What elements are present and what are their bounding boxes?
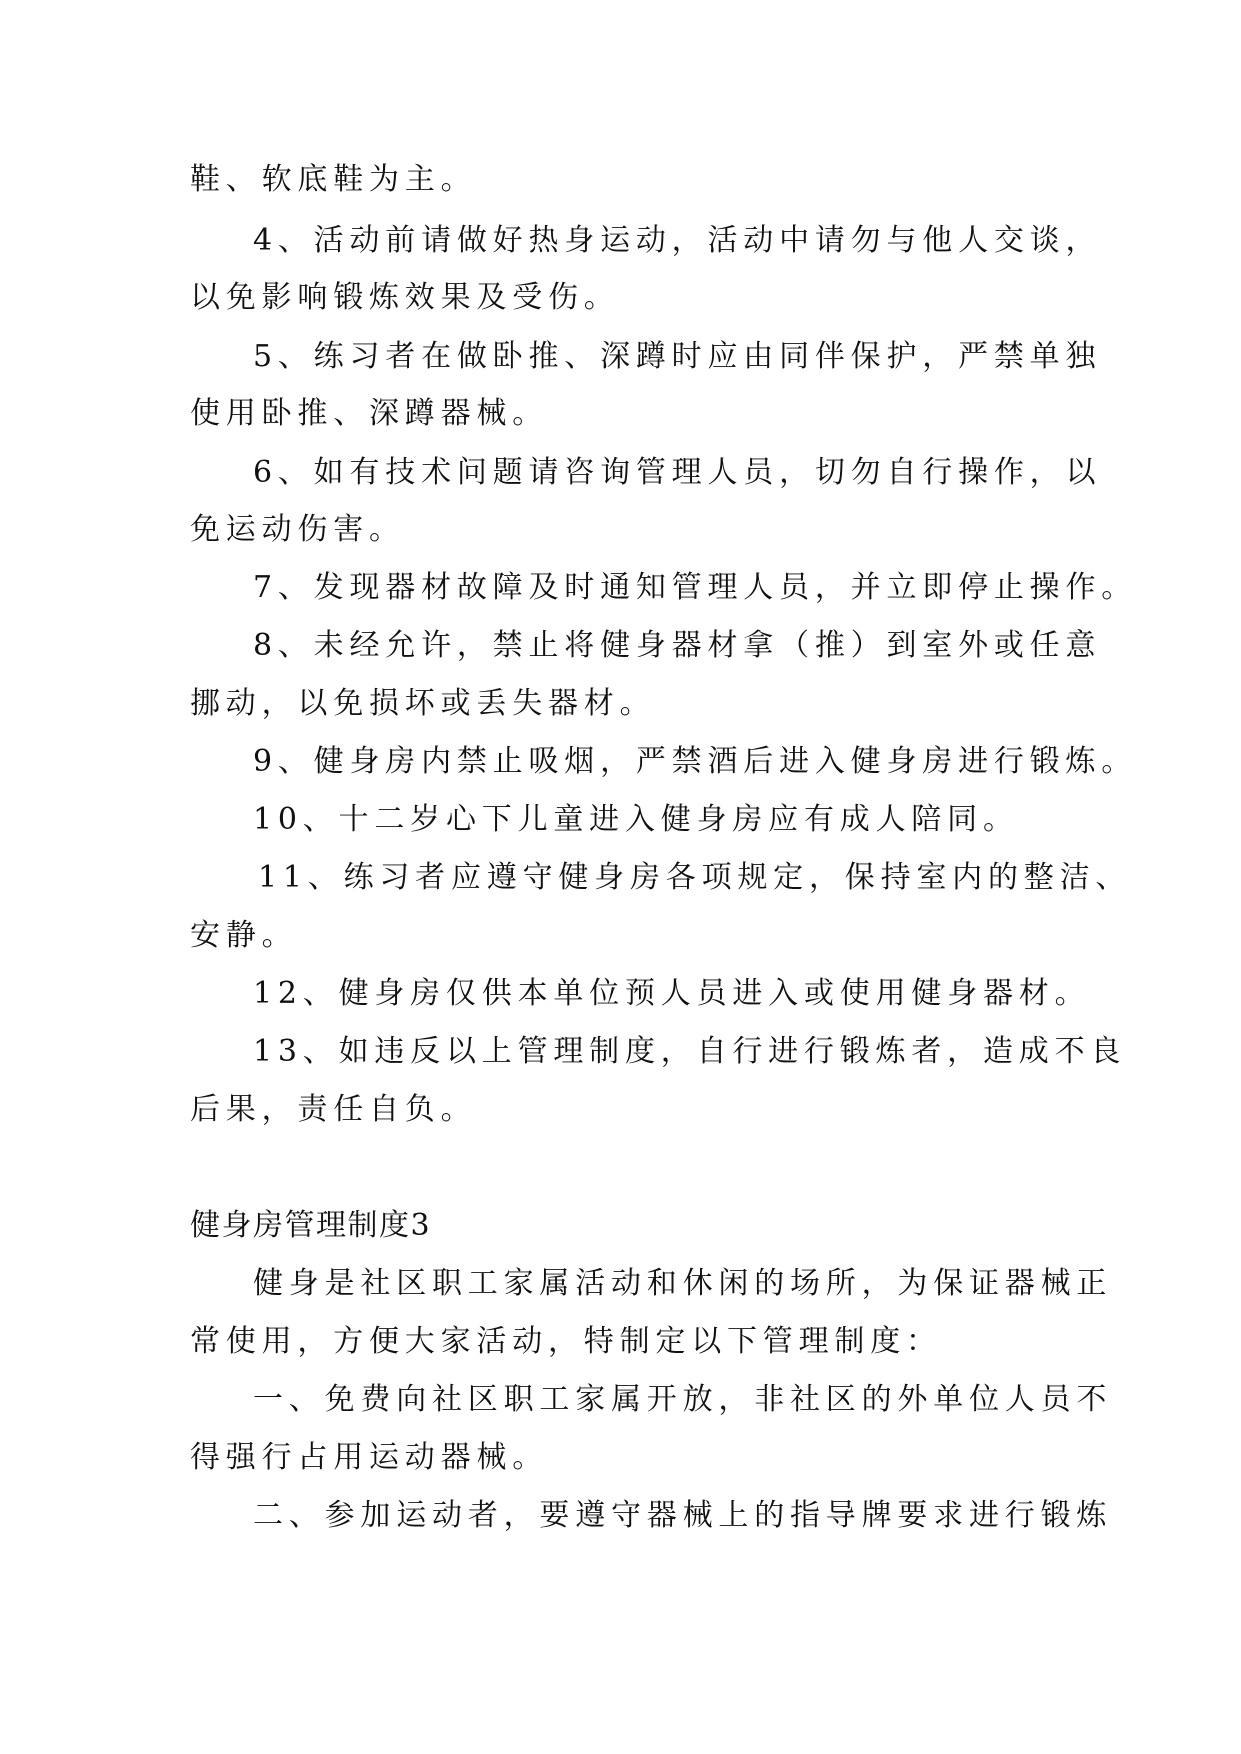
rule-item-6-line: 免运动伤害。 xyxy=(190,512,405,547)
rule-item-5-line: 使用卧推、深蹲器械。 xyxy=(190,396,548,431)
rule-item-7-line: 7、发现器材故障及时通知管理人员，并立即停止操作。 xyxy=(253,570,1138,605)
rule-item-10-line: 10、十二岁心下儿童进入健身房应有成人陪同。 xyxy=(253,802,1019,837)
paragraph-line: 鞋、软底鞋为主。 xyxy=(190,162,477,197)
intro-paragraph-line: 常使用，方便大家活动，特制定以下管理制度： xyxy=(190,1324,942,1359)
rule-item-9-line: 9、健身房内禁止吸烟，严禁酒后进入健身房进行锻炼。 xyxy=(253,744,1138,779)
rule-item-4-line: 4、活动前请做好热身运动，活动中请勿与他人交谈， xyxy=(253,223,1102,258)
intro-paragraph-line: 健身是社区职工家属活动和休闲的场所，为保证器械正 xyxy=(253,1266,1113,1301)
regulation-item-1-line: 一、免费向社区职工家属开放，非社区的外单位人员不 xyxy=(253,1382,1113,1417)
rule-item-13-line: 13、如违反以上管理制度，自行进行锻炼者，造成不良 xyxy=(253,1034,1127,1069)
regulation-item-2-line: 二、参加运动者，要遵守器械上的指导牌要求进行锻炼 xyxy=(253,1498,1113,1533)
rule-item-11-line: 11、练习者应遵守健身房各项规定，保持室内的整洁、 xyxy=(258,860,1132,895)
rule-item-11-line: 安静。 xyxy=(190,918,298,953)
rule-item-5-line: 5、练习者在做卧推、深蹲时应由同伴保护，严禁单独 xyxy=(253,339,1102,374)
rule-item-4-line: 以免影响锻炼效果及受伤。 xyxy=(190,280,620,315)
rule-item-6-line: 6、如有技术问题请咨询管理人员，切勿自行操作，以 xyxy=(253,455,1102,490)
rule-item-13-line: 后果，责任自负。 xyxy=(190,1092,477,1127)
rule-item-8-line: 挪动，以免损坏或丢失器材。 xyxy=(190,686,656,721)
rule-item-8-line: 8、未经允许，禁止将健身器材拿（推）到室外或任意 xyxy=(253,628,1102,663)
section-heading: 健身房管理制度3 xyxy=(190,1208,432,1243)
regulation-item-1-line: 得强行占用运动器械。 xyxy=(190,1440,548,1475)
rule-item-12-line: 12、健身房仅供本单位预人员进入或使用健身器材。 xyxy=(253,976,1091,1011)
